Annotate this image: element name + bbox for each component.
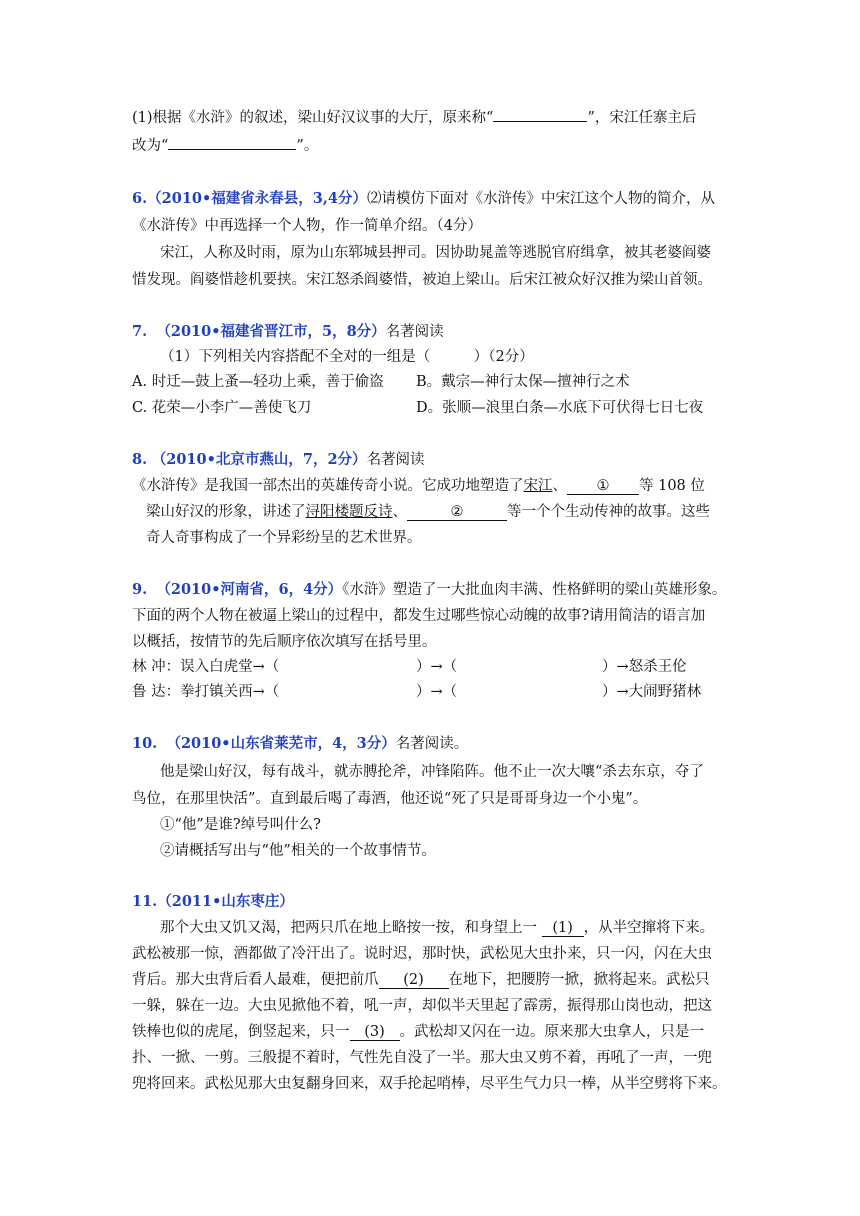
q8-title: 名著阅读 bbox=[366, 452, 425, 468]
q8-l2b: 浔阳楼题反诗 bbox=[305, 504, 393, 520]
q11-blank-3[interactable]: (3) bbox=[350, 1024, 400, 1041]
q7-header bbox=[132, 322, 444, 342]
q10-source: （2010•山东省莱芜市，4，3分） bbox=[166, 735, 396, 752]
q9-row2-middle: ）→（ bbox=[416, 684, 458, 700]
q8-line-2 bbox=[146, 502, 710, 522]
q9-text-1: 《水浒》塑造了一大批血肉丰满、性格鲜明的梁山英雄形象。 bbox=[342, 582, 727, 598]
q9-text-3: 以概括，按情节的先后顺序依次填写在括号里。 bbox=[132, 634, 437, 650]
q8-l2d: 等一个个生动传神的故事。这些 bbox=[507, 504, 710, 520]
q11-header bbox=[132, 892, 294, 912]
q9-header bbox=[132, 580, 726, 600]
q5-sub1-text-c: 改为“ bbox=[132, 138, 169, 154]
q9-row2-start: 鲁 达：拳打镇关西→（ bbox=[132, 684, 280, 700]
q5-sub1-text-a: (1)根据《水浒》的叙述，梁山好汉议事的大厅，原来称“ bbox=[132, 110, 494, 126]
q11-source: 11.（2011•山东枣庄） bbox=[132, 893, 294, 910]
q7-title: 名著阅读 bbox=[385, 324, 444, 340]
q5-sub1-line2 bbox=[132, 136, 318, 156]
q11-blank-2[interactable]: (2) bbox=[379, 972, 449, 989]
q7-option-a: A. 时迁—鼓上蚤—轻功上乘，善于偷盗 bbox=[132, 374, 384, 390]
q11-line-4: 一躲，躲在一边。大虫见掀他不着，吼一声，却似半天里起了霹雳，振得那山岗也动，把这 bbox=[132, 998, 712, 1014]
q9-row1-start: 林 冲：误入白虎堂→（ bbox=[132, 659, 280, 675]
q10-para-1: 他是梁山好汉，每有战斗，就赤膊抡斧，冲锋陷阵。他不止一次大嚷“杀去东京，夺了 bbox=[160, 764, 704, 780]
q8-l2c: 、 bbox=[392, 504, 407, 520]
q5-blank-1[interactable] bbox=[493, 121, 587, 122]
q10-sub-2: ②请概括写出与“他”相关的一个故事情节。 bbox=[160, 843, 436, 859]
q7-option-d: D。张顺—浪里白条—水底下可伏得七日七夜 bbox=[416, 400, 704, 416]
q11-l5a: 铁棒也似的虎尾，倒竖起来，只一 bbox=[132, 1024, 350, 1040]
q8-line-1 bbox=[132, 476, 705, 496]
q11-line-3 bbox=[132, 970, 710, 990]
q10-sub-1: ①“他”是谁?绰号叫什么? bbox=[160, 817, 321, 833]
q11-line-2: 武松被那一惊，酒都做了冷汗出了。说时迟，那时快，武松见大虫扑来，只一闪，闪在大虫 bbox=[132, 946, 712, 962]
q11-l3b: 在地下，把腰胯一掀，掀将起来。武松只 bbox=[448, 972, 710, 988]
q11-line-1 bbox=[160, 918, 714, 938]
q7-source: （2010•福建省晋江市，5，8分） bbox=[156, 323, 386, 340]
q8-l2a: 梁山好汉的形象，讲述了 bbox=[146, 504, 306, 520]
q6-text-1: ⑵请模仿下面对《水浒传》中宋江这个人物的简介，从 bbox=[367, 191, 715, 207]
q7-number: 7. bbox=[132, 323, 148, 340]
q11-line-5 bbox=[132, 1022, 704, 1042]
q8-blank-1[interactable]: ① bbox=[567, 478, 639, 495]
q11-l1a: 那个大虫又饥又渴，把两只爪在地上略按一按，和身望上一 bbox=[160, 920, 537, 936]
q8-l1d: 等 108 位 bbox=[639, 478, 705, 494]
q7-option-c: C. 花荣—小李广—善使飞刀 bbox=[132, 400, 312, 416]
q7-sub1: （1）下列相关内容搭配不全对的一组是（ ）（2分） bbox=[160, 349, 534, 365]
q9-row1-middle: ）→（ bbox=[416, 659, 458, 675]
q9-row1-end: ）→怒杀王伦 bbox=[602, 659, 687, 675]
q5-sub1-line1 bbox=[132, 108, 696, 128]
q5-blank-2[interactable] bbox=[168, 149, 296, 150]
q6-para-2: 惜发现。阎婆惜趁机要挟。宋江怒杀阎婆惜，被迫上梁山。后宋江被众好汉推为梁山首领。 bbox=[132, 272, 712, 288]
q10-para-2: 鸟位，在那里快活”。直到最后喝了毒酒，他还说“死了只是哥哥身边一个小鬼”。 bbox=[132, 791, 648, 807]
q8-line-3: 奇人奇事构成了一个异彩纷呈的艺术世界。 bbox=[146, 530, 422, 546]
q8-header bbox=[132, 450, 425, 470]
q5-sub1-text-d: ”。 bbox=[296, 138, 319, 154]
q9-number: 9. bbox=[132, 581, 148, 598]
q6-header bbox=[132, 189, 715, 209]
q10-header bbox=[132, 734, 468, 754]
q8-number: 8. bbox=[132, 451, 148, 468]
q11-line-7: 兜将回来。武松见那大虫复翻身回来，双手抡起哨棒，尽平生气力只一棒，从半空劈将下来。 bbox=[132, 1076, 727, 1092]
q6-para-1: 宋江，人称及时雨，原为山东郓城县押司。因协助晁盖等逃脱官府缉拿，被其老婆阎婆 bbox=[160, 245, 711, 261]
q5-sub1-text-b: ”，宋江任寨主后 bbox=[587, 110, 697, 126]
q10-number: 10. bbox=[132, 735, 158, 752]
q11-l1b: ，从半空撺将下来。 bbox=[583, 920, 715, 936]
q9-text-2: 下面的两个人物在被逼上梁山的过程中，都发生过哪些惊心动魄的故事?请用简洁的语言加 bbox=[132, 608, 706, 624]
q7-option-b: B。戴宗—神行太保—擅神行之术 bbox=[416, 374, 630, 390]
q8-l1a: 《水浒传》是我国一部杰出的英雄传奇小说。它成功地塑造了 bbox=[132, 478, 524, 494]
q8-l1c: 、 bbox=[552, 478, 567, 494]
q11-blank-1[interactable]: (1) bbox=[542, 920, 584, 937]
q8-l1b: 宋江 bbox=[523, 478, 553, 494]
q9-row2-end: ）→大闹野猪林 bbox=[602, 684, 702, 700]
q6-text-2: 《水浒传》中再选择一个人物，作一简单介绍。（4分） bbox=[132, 218, 482, 234]
q11-l5b: 。武松却又闪在一边。原来那大虫拿人，只是一 bbox=[399, 1024, 704, 1040]
q6-text-2-line bbox=[132, 216, 482, 236]
q11-l3a: 背后。那大虫背后看人最难，便把前爪 bbox=[132, 972, 379, 988]
q6-number: 6. bbox=[132, 190, 148, 207]
q10-title: 名著阅读。 bbox=[395, 736, 469, 752]
q11-line-6: 扑、一掀、一剪。三般提不着时，气性先自没了一半。那大虫又剪不着，再吼了一声，一兜 bbox=[132, 1050, 712, 1066]
q6-source: （2010•福建省永春县，3,4分） bbox=[147, 190, 367, 207]
q8-source: （2010•北京市燕山，7，2分） bbox=[151, 451, 367, 468]
q9-source: （2010•河南省，6，4分） bbox=[156, 581, 343, 598]
q8-blank-2[interactable]: ② bbox=[407, 504, 507, 521]
